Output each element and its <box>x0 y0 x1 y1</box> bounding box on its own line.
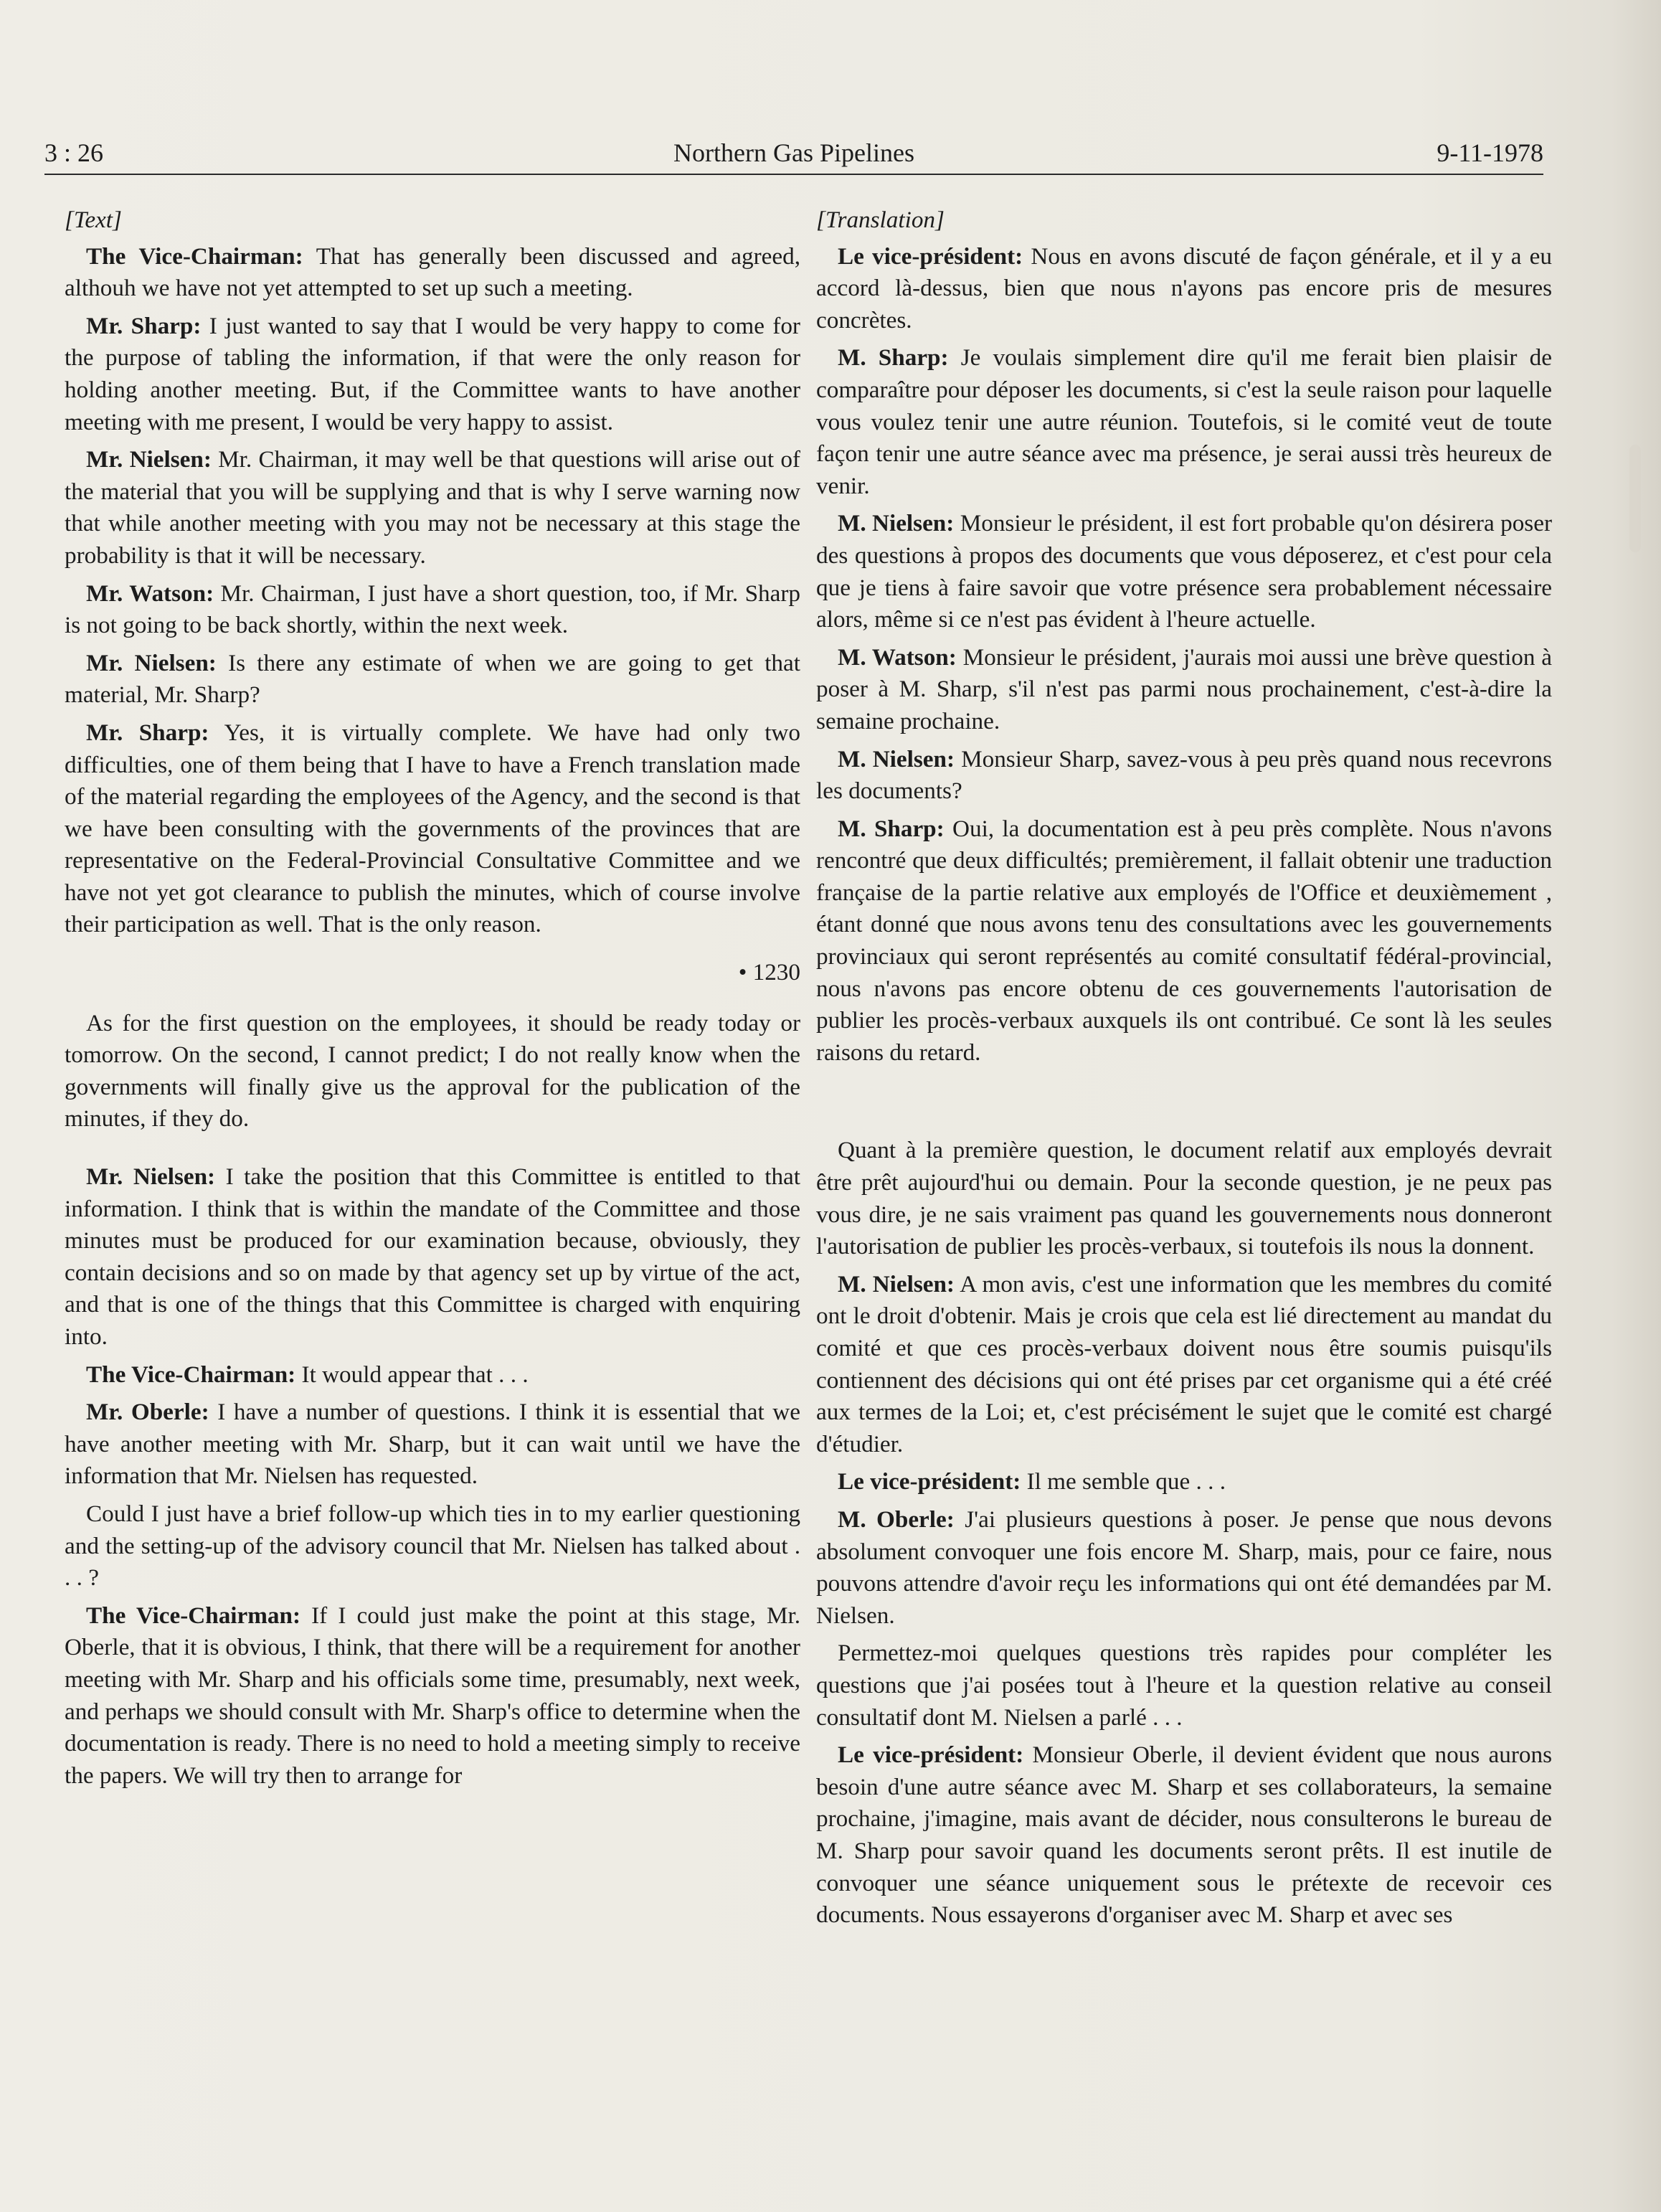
speaker-name: The Vice-Chairman: <box>86 1361 296 1388</box>
paragraph <box>816 1504 1552 1632</box>
speech-text: Il me semble que . . . <box>1021 1468 1226 1495</box>
paragraph <box>816 1739 1552 1932</box>
paragraph <box>816 1466 1552 1498</box>
french-column <box>816 204 1552 1937</box>
speaker-name: M. Nielsen: <box>838 1270 955 1298</box>
paragraph <box>65 1600 800 1792</box>
paragraph <box>65 1161 800 1353</box>
paragraph <box>816 508 1552 635</box>
paragraph <box>816 1269 1552 1461</box>
speaker-name: Mr. Sharp: <box>86 719 209 746</box>
speaker-name: Mr. Sharp: <box>86 312 202 339</box>
speech-text: If I could just make the point at this stage, Mr. Oberle, that it is obvious, I think, that there will be a requirement for another meeting with Mr. Sharp and his officials some time, presumably, next week, and perhaps we should consult with Mr. Sharp's office to determine when the documentation is ready. There is no need to hold a meeting simply to receive the papers. We will try then to arrange for <box>65 1602 800 1789</box>
paragraph <box>816 342 1552 502</box>
speech-text: Monsieur Sharp, savez-vous à peu près quand nous recevrons les documents? <box>816 745 1552 805</box>
paragraph <box>65 1008 800 1135</box>
speech-text: Je voulais simplement dire qu'il me ferait bien plaisir de comparaître pour déposer les documents, si c'est la seule raison pour laquelle vous voulez tenir une autre réunion. Toutefois, si le comité veut de toute façon tenir une autre séance avec ma présence, je serai aussi très heureux de venir. <box>816 344 1552 499</box>
speech-text: Could I just have a brief follow-up which ties in to my earlier questioning and the setting-up of the advisory council that Mr. Nielsen has talked about . . . ? <box>65 1500 800 1592</box>
speaker-name: M. Watson: <box>838 643 957 671</box>
speaker-name: Le vice-président: <box>838 1741 1024 1769</box>
english-column <box>65 204 800 1797</box>
speaker-name: The Vice-Chairman: <box>86 242 303 270</box>
speaker-name: Mr. Nielsen: <box>86 649 217 676</box>
paragraph <box>65 444 800 572</box>
speech-text: Yes, it is virtually complete. We have had only two difficulties, one of them being that I have to have a French translation made of the material regarding the employees of the Agency, and the second is that we have been consulting with the governments of the provinces that are representative on the Federal-Provincial Consultative Committee and we have not yet got clearance to publish the minutes, which of course involve their participation as well. That is the only reason. <box>65 719 800 938</box>
speaker-name: Mr. Oberle: <box>86 1399 209 1426</box>
paragraph <box>816 241 1552 337</box>
speech-text: Mr. Chairman, I just have a short question, too, if Mr. Sharp is not going to be back shortly, within the next week. <box>65 580 800 639</box>
paragraph <box>65 578 800 642</box>
speech-text: Monsieur Oberle, il devient évident que nous aurons besoin d'une autre séance avec M. Sharp et ses collaborateurs, la semaine prochaine, j'imagine, mais avant de décider, nous consulterons le bureau de M. Sharp pour savoir quand les documents seront prêts. Il est inutile de convoquer une séance uniquement sous le prétexte de recevoir ces documents. Nous essayerons d'organiser avec M. Sharp et avec ses <box>816 1741 1552 1929</box>
speech-text: Oui, la documentation est à peu près complète. Nous n'avons rencontré que deux difficultés; premièrement, il fallait obtenir une traduction française de la partie relative aux employés de l'Office et deuxièmement , étant donné que nous avons tenu des consultations avec les gouvernements provinciaux qui seront représentés au comité consultatif fédéral-provincial, nous n'avons pas encore obtenu de ces gouvernements l'autorisation de publier les procès-verbaux auxquels ils ont contribué. Ce sont là les seules raisons du retard. <box>816 815 1552 1066</box>
speech-text: I just wanted to say that I would be very happy to come for the purpose of tabling the information, if that were the only reason for holding another meeting. But, if the Committee wants to have another meeting with me present, I would be very happy to assist. <box>65 312 800 435</box>
speaker-name: Le vice-président: <box>838 242 1023 270</box>
paragraph <box>65 717 800 941</box>
paragraph <box>65 241 800 305</box>
speech-text: Nous en avons discuté de façon générale, et il y a eu accord là-dessus, bien que nous n'ayons pas encore pris de mesures concrètes. <box>816 242 1552 334</box>
paragraph <box>65 648 800 712</box>
speaker-name: M. Sharp: <box>838 815 945 842</box>
speech-text: I have a number of questions. I think it is essential that we have another meeting with Mr. Sharp, but it can wait until we have the information that Mr. Nielsen has requested. <box>65 1399 801 1490</box>
paragraph <box>65 1498 800 1594</box>
speaker-name: The Vice-Chairman: <box>86 1602 301 1629</box>
speaker-name: Mr. Nielsen: <box>86 1163 216 1191</box>
speech-text: I take the position that this Committee is entitled to that information. I think that is within the mandate of the Committee and those minutes must be produced for our examination because, obviously, they contain decisions and so on made by that agency set up by virtue of the act, and that is one of the things that this Committee is charged with enquiring into. <box>65 1163 800 1350</box>
section-label-translation: [Translation] <box>816 207 945 233</box>
speech-text: Monsieur le président, il est fort probable qu'on désirera poser des questions à propos des documents que vous déposerez, et c'est pour cela que je tiens à faire savoir que votre présence sera probablement nécessaire alors, même si ce n'est pas évident à l'heure actuelle. <box>816 510 1552 633</box>
page-number: 3 : 26 <box>44 138 104 167</box>
time-marker: • 1230 <box>738 959 800 986</box>
speech-text: Permettez-moi quelques questions très rapides pour compléter les questions que j'ai posées tout à l'heure et la question relative au conseil consultatif dont M. Nielsen a parlé . . . <box>816 1640 1552 1731</box>
speech-text: Monsieur le président, j'aurais moi aussi une brève question à poser à M. Sharp, s'il n'est pas parmi nous prochainement, c'est-à-dire la semaine prochaine. <box>816 643 1552 734</box>
speaker-name: M. Nielsen: <box>838 745 955 772</box>
paragraph <box>816 1135 1552 1262</box>
page-header <box>44 129 1543 175</box>
speaker-name: M. Sharp: <box>838 344 949 372</box>
running-title: Northern Gas Pipelines <box>673 138 914 167</box>
paragraph <box>816 642 1552 738</box>
header-date: 9-11-1978 <box>1437 138 1543 167</box>
paragraph <box>816 744 1552 808</box>
speech-text: Is there any estimate of when we are going to get that material, Mr. Sharp? <box>65 649 800 709</box>
speaker-name: Le vice-président: <box>838 1468 1021 1495</box>
speaker-name: Mr. Nielsen: <box>86 446 212 473</box>
speech-text: J'ai plusieurs questions à poser. Je pense que nous devons absolument convoquer une fois encore M. Sharp, mais, pour ce faire, nous pouvons attendre d'avoir reçu les informations qui ont été demandées par M. Nielsen. <box>816 1506 1552 1629</box>
paragraph <box>65 1396 800 1493</box>
speech-text: A mon avis, c'est une information que les membres du comité ont le droit d'obtenir. Mais je crois que cela est lié directement au mandat du comité et que ces procès-verbaux doivent nous être soumis puisqu'ils contiennent des décisions qui ont été prises par cet organisme qui a été créé aux termes de la Loi; et, c'est précisément le sujet que le comité est chargé d'étudier. <box>816 1270 1553 1457</box>
speech-text: That has generally been discussed and agreed, althouh we have not yet attempted to set up such a meeting. <box>65 242 800 302</box>
speech-text: Quant à la première question, le document relatif aux employés devrait être prêt aujourd'hui ou demain. Pour la seconde question, je ne peux pas vous dire, je ne sais vraiment pas quand les gouvernements nous donneront l'autorisation de publier les procès-verbaux, si toutefois ils nous la donnent. <box>816 1137 1552 1260</box>
speaker-name: M. Oberle: <box>838 1506 955 1533</box>
page-fold-shadow <box>1629 445 1641 552</box>
section-label-text: [Text] <box>65 207 122 233</box>
speech-text: It would appear that . . . <box>295 1361 529 1388</box>
paragraph <box>65 311 800 438</box>
paragraph <box>816 813 1552 1069</box>
speaker-name: Mr. Watson: <box>86 580 214 607</box>
paragraph <box>816 1637 1552 1734</box>
speech-text: As for the first question on the employees, it should be ready today or tomorrow. On the second, I cannot predict; I do not really know when the governments will finally give us the approval for the publication of the minutes, if they do. <box>65 1009 800 1133</box>
speaker-name: M. Nielsen: <box>838 510 955 537</box>
paragraph <box>65 1359 800 1391</box>
speech-text: Mr. Chairman, it may well be that questions will arise out of the material that you will be supplying and that is why I serve warning now that while another meeting with you may not be necessary at this stage the probability is that it will be necessary. <box>65 446 800 569</box>
